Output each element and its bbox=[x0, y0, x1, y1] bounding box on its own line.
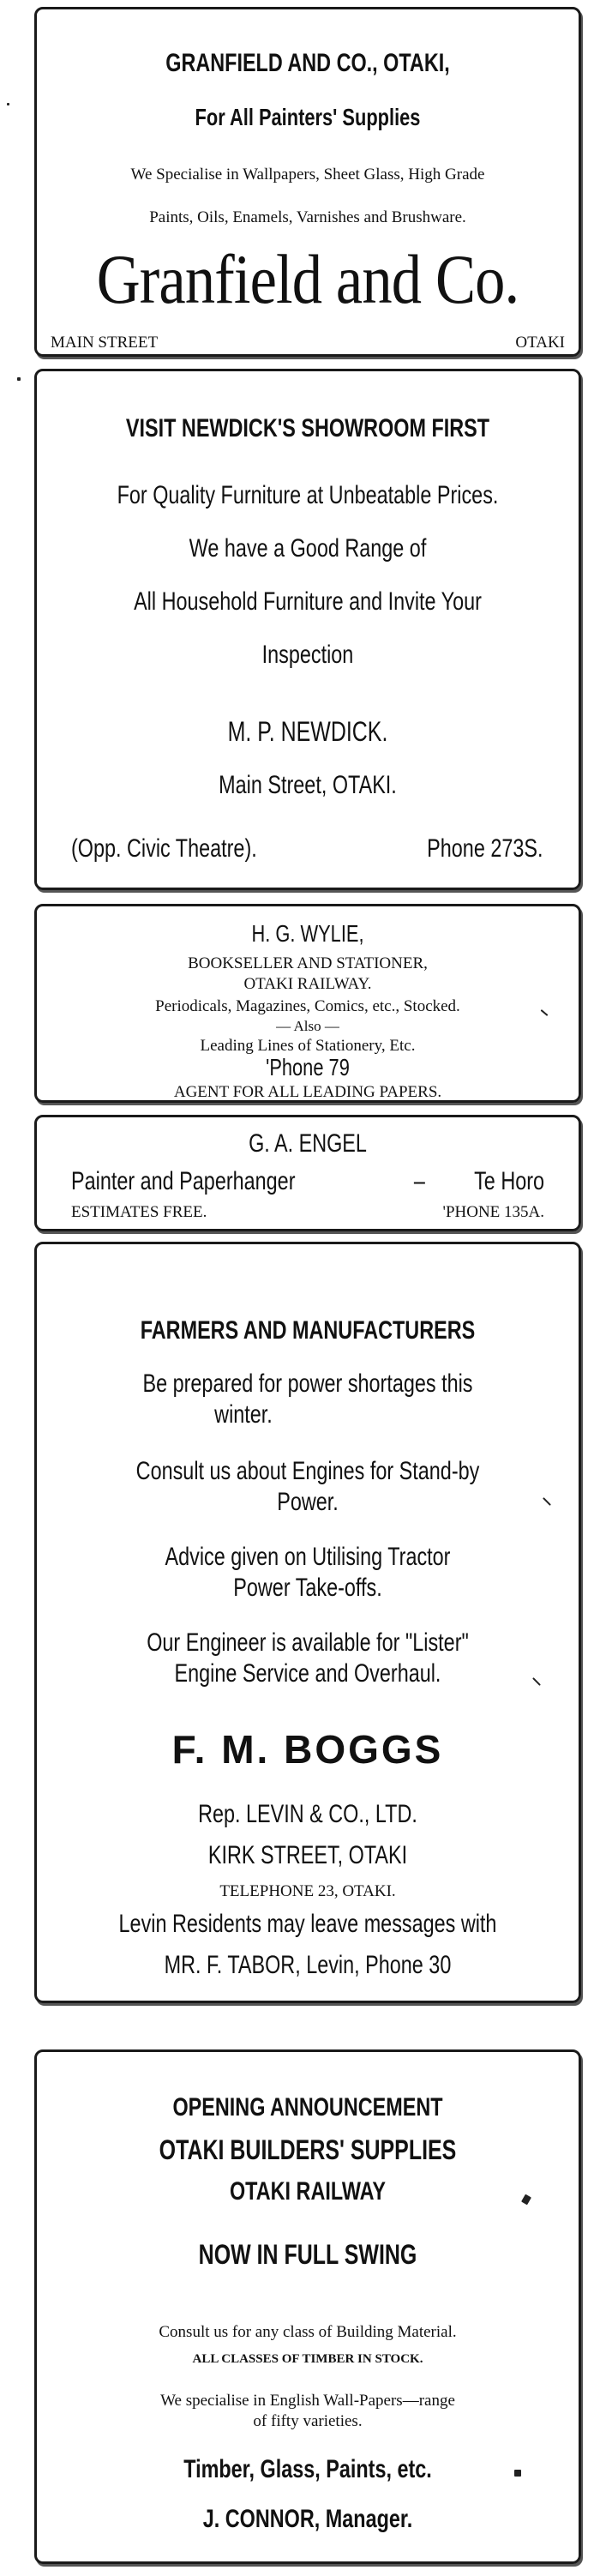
granfield-line-1: We Specialise in Wallpapers, Sheet Glass, High Grade bbox=[130, 166, 485, 184]
wylie-ad bbox=[34, 904, 581, 1103]
wylie-line-4: — Also — bbox=[276, 1018, 339, 1034]
builders-line-3: NOW IN FULL SWING bbox=[198, 2239, 417, 2270]
print-speck bbox=[7, 103, 9, 105]
builders-line-6: We specialise in English Wall-Papers—range bbox=[160, 2392, 455, 2410]
builders-line-2: OTAKI RAILWAY bbox=[229, 2177, 387, 2206]
boggs-p5a: Levin Residents may leave messages with bbox=[118, 1910, 497, 1938]
builders-line-7: of fifty varieties. bbox=[253, 2412, 363, 2430]
granfield-line-2: Paints, Oils, Enamels, Varnishes and Brushware. bbox=[149, 208, 466, 226]
builders-manager: J. CONNOR, Manager. bbox=[202, 2505, 413, 2533]
boggs-p1b: winter. bbox=[214, 1400, 273, 1429]
boggs-street: KIRK STREET, OTAKI bbox=[207, 1841, 408, 1869]
builders-line-4: Consult us for any class of Building Material. bbox=[159, 2323, 457, 2341]
boggs-p4a: Our Engineer is available for "Lister" bbox=[147, 1628, 469, 1657]
engel-dash: – bbox=[413, 1167, 425, 1195]
builders-line-5: ALL CLASSES OF TIMBER IN STOCK. bbox=[192, 2352, 423, 2366]
engel-phone: 'PHONE 135A. bbox=[442, 1203, 544, 1221]
granfield-street: MAIN STREET bbox=[51, 334, 159, 352]
newdick-location: (Opp. Civic Theatre). bbox=[71, 834, 257, 863]
boggs-p5b: MR. F. TABOR, Levin, Phone 30 bbox=[164, 1951, 452, 1979]
builders-supplies-ad bbox=[34, 2049, 581, 2564]
boggs-rep: Rep. LEVIN & CO., LTD. bbox=[198, 1800, 417, 1828]
newdick-line-1: For Quality Furniture at Unbeatable Prices. bbox=[117, 481, 499, 509]
engel-ad bbox=[34, 1115, 581, 1231]
boggs-p3b: Power Take-offs. bbox=[233, 1574, 382, 1602]
builders-line-1: OTAKI BUILDERS' SUPPLIES bbox=[159, 2134, 457, 2165]
wylie-line-5: Leading Lines of Stationery, Etc. bbox=[200, 1037, 416, 1055]
wylie-line-3: Periodicals, Magazines, Comics, etc., Stocked. bbox=[155, 997, 460, 1015]
boggs-telephone: TELEPHONE 23, OTAKI. bbox=[219, 1882, 396, 1900]
engel-name: G. A. ENGEL bbox=[249, 1129, 367, 1158]
wylie-line-1: BOOKSELLER AND STATIONER, bbox=[188, 954, 428, 972]
granfield-heading: GRANFIELD AND CO., OTAKI, bbox=[165, 49, 450, 77]
engel-place: Te Horo bbox=[474, 1167, 544, 1195]
granfield-ad bbox=[34, 7, 581, 357]
engel-estimates: ESTIMATES FREE. bbox=[71, 1203, 207, 1221]
wylie-line-2: OTAKI RAILWAY. bbox=[243, 975, 372, 993]
newdick-heading: VISIT NEWDICK'S SHOWROOM FIRST bbox=[125, 414, 490, 442]
boggs-p2b: Power. bbox=[277, 1488, 339, 1516]
newdick-name: M. P. NEWDICK. bbox=[227, 716, 388, 747]
print-speck bbox=[514, 2470, 521, 2477]
newdick-ad bbox=[34, 369, 581, 890]
boggs-p2a: Consult us about Engines for Stand-by bbox=[135, 1457, 480, 1485]
boggs-ad bbox=[34, 1242, 581, 2003]
boggs-p4b: Engine Service and Overhaul. bbox=[174, 1659, 441, 1688]
builders-line-8: Timber, Glass, Paints, etc. bbox=[183, 2455, 432, 2483]
boggs-p3a: Advice given on Utilising Tractor bbox=[165, 1543, 451, 1571]
boggs-heading: FARMERS AND MANUFACTURERS bbox=[140, 1316, 476, 1345]
newdick-line-4: Inspection bbox=[261, 641, 354, 669]
boggs-p1a: Be prepared for power shortages this bbox=[142, 1369, 473, 1398]
print-speck bbox=[17, 377, 21, 381]
wylie-phone: 'Phone 79 bbox=[266, 1054, 350, 1080]
granfield-town: OTAKI bbox=[515, 334, 565, 352]
wylie-line-6: AGENT FOR ALL LEADING PAPERS. bbox=[173, 1083, 442, 1101]
granfield-logo: Granfield and Co. bbox=[96, 240, 519, 318]
newdick-line-3: All Household Furniture and Invite Your bbox=[134, 587, 482, 616]
granfield-subheading: For All Painters' Supplies bbox=[195, 104, 421, 130]
boggs-name: F. M. BOGGS bbox=[171, 1727, 444, 1772]
builders-heading: OPENING ANNOUNCEMENT bbox=[172, 2093, 443, 2122]
engel-trade: Painter and Paperhanger bbox=[71, 1167, 296, 1195]
newdick-line-2: We have a Good Range of bbox=[189, 534, 427, 563]
wylie-name: H. G. WYLIE, bbox=[251, 920, 364, 947]
newdick-phone: Phone 273S. bbox=[426, 834, 543, 863]
newdick-address: Main Street, OTAKI. bbox=[219, 771, 397, 799]
